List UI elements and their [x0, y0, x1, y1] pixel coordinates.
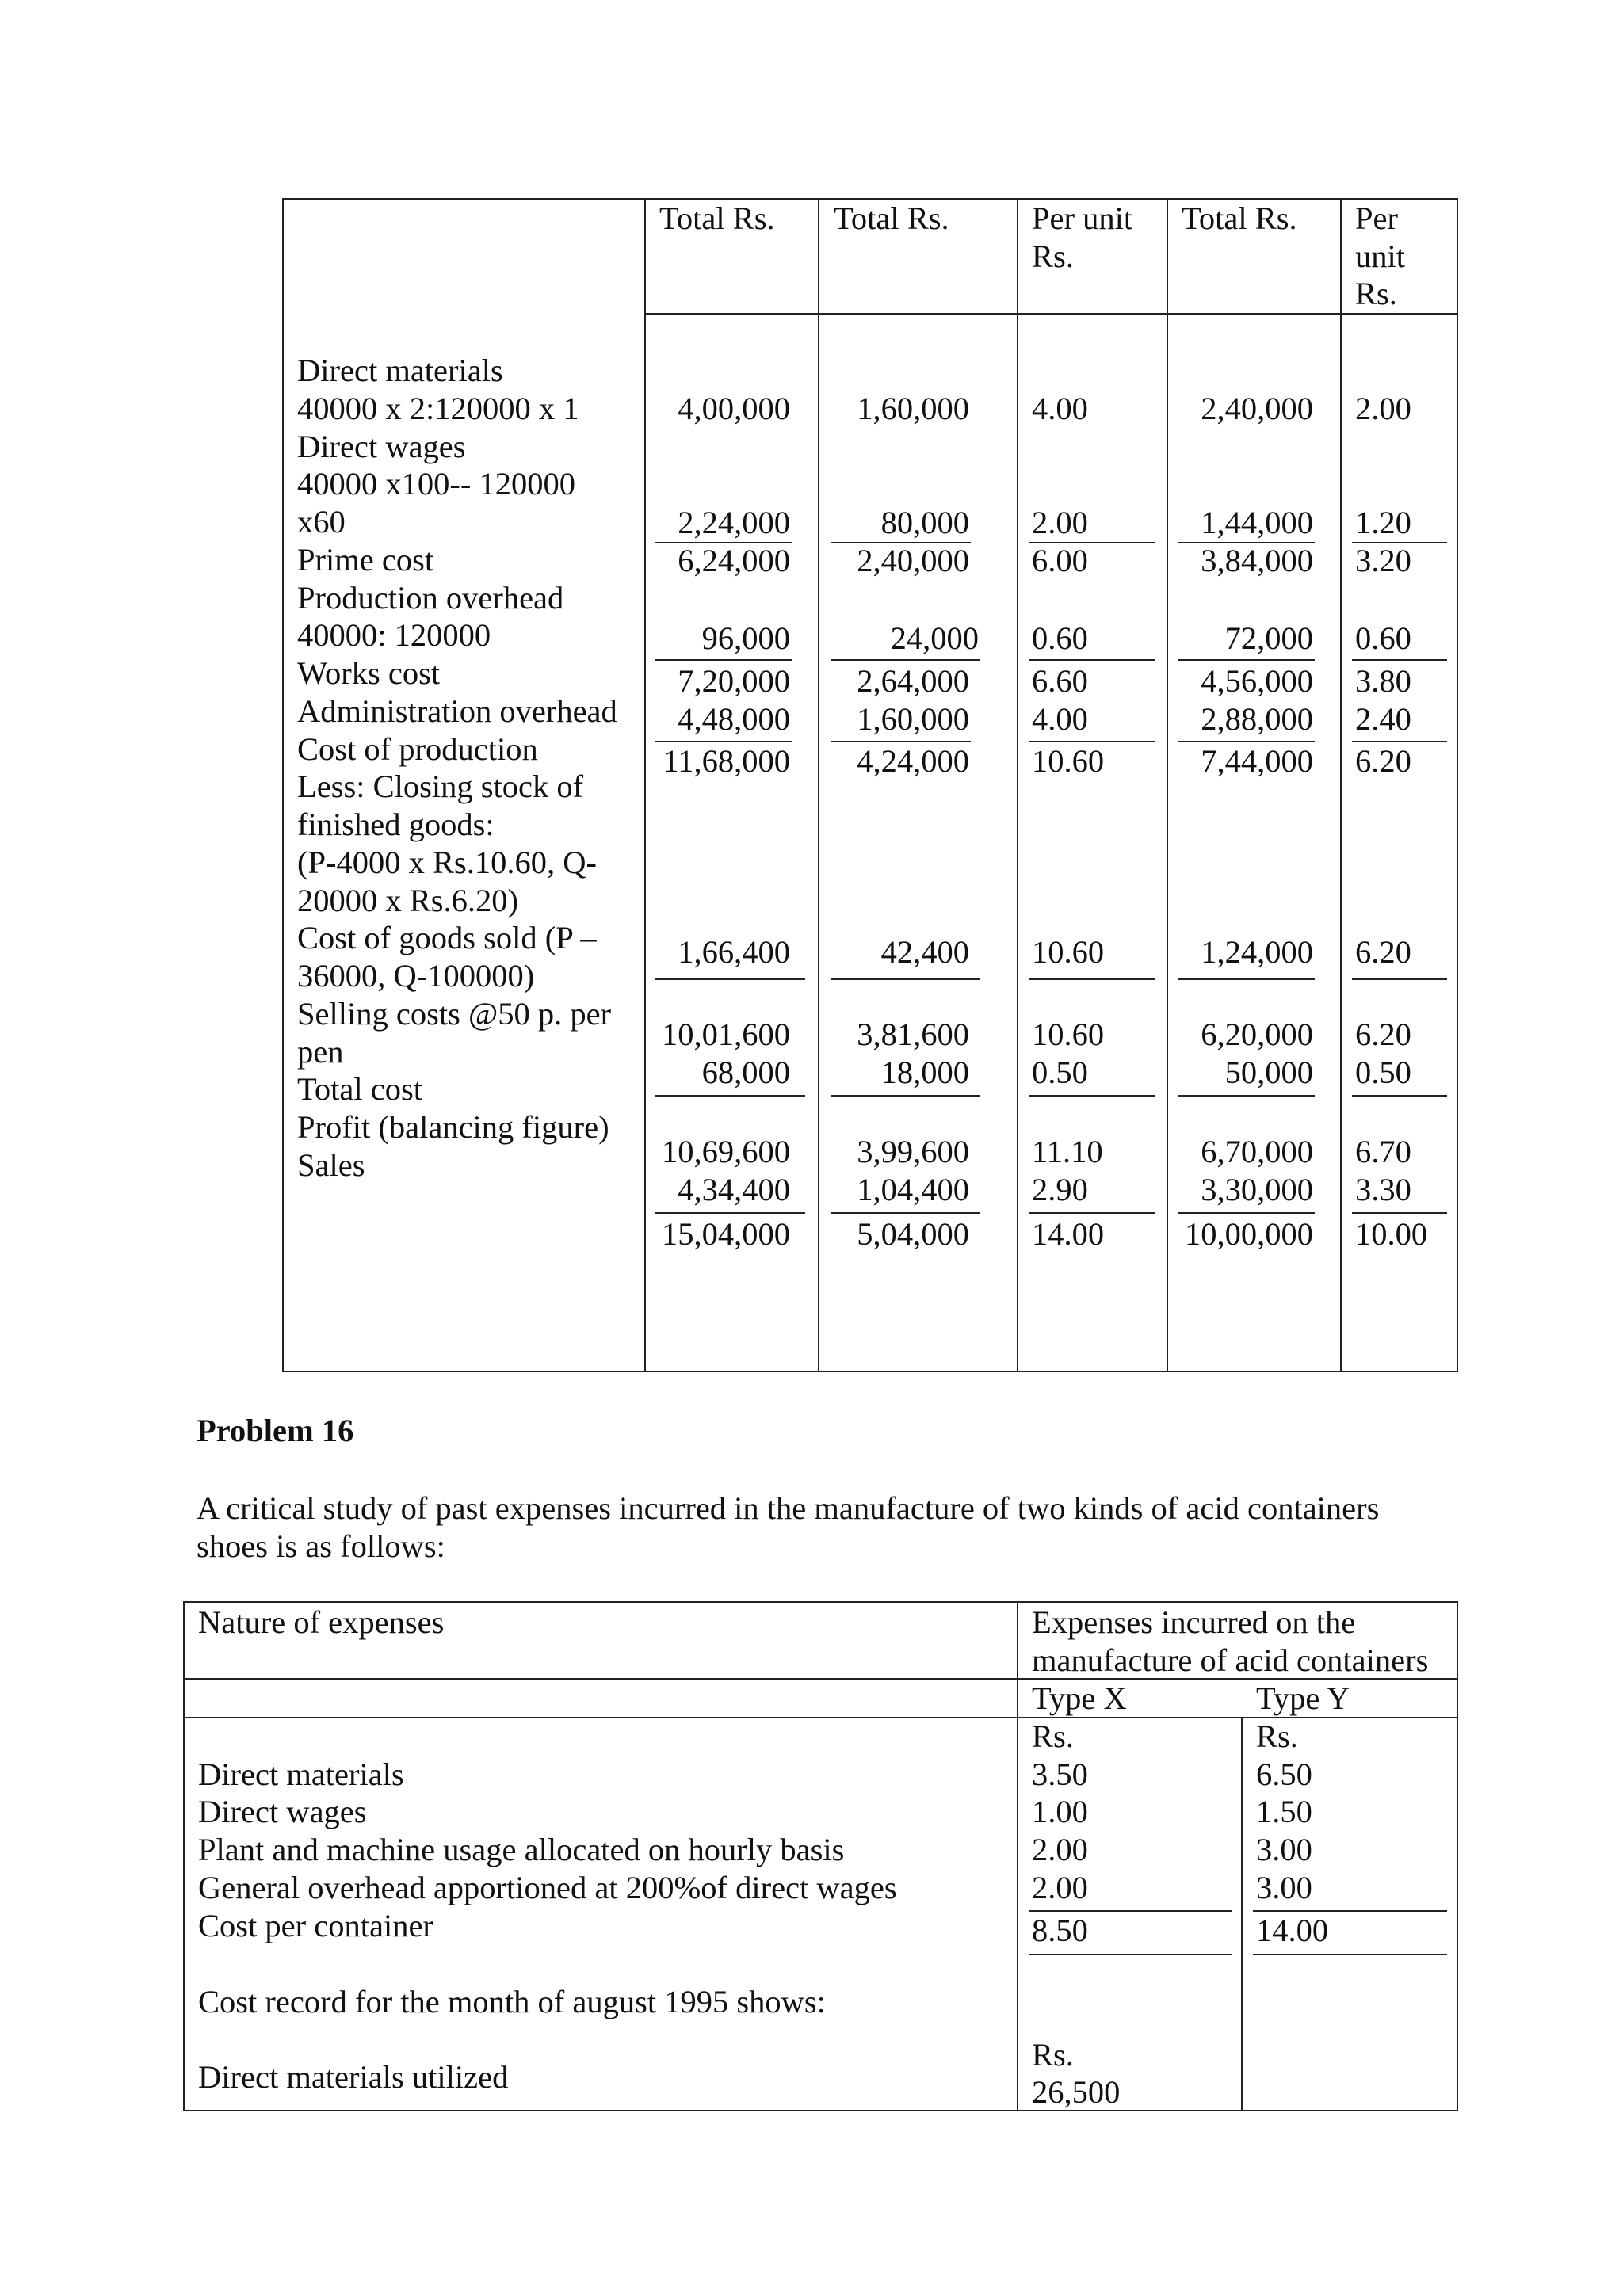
sum-rule	[1029, 659, 1155, 661]
row-label: pen	[297, 1034, 344, 1070]
sum-rule	[655, 978, 805, 980]
value-cell: 4,48,000	[678, 701, 790, 737]
value-cell: 2,40,000	[1201, 391, 1313, 426]
expense-label: Direct materials	[198, 1756, 404, 1792]
value-cell: 6.70	[1355, 1134, 1411, 1169]
value-cell: 4,34,400	[678, 1172, 790, 1207]
sum-rule	[655, 659, 792, 661]
expenses-header-line: Expenses incurred on the	[1032, 1604, 1356, 1640]
table1-col-divider	[644, 198, 646, 1372]
value-cell: 10,00,000	[1185, 1216, 1313, 1252]
expense-label: Plant and machine usage allocated on hourly basis	[198, 1832, 845, 1867]
value-cell: 1,60,000	[857, 391, 969, 426]
expense-x: 1.00	[1032, 1794, 1088, 1829]
sum-rule	[1029, 1954, 1232, 1955]
value-cell: 3.80	[1355, 663, 1411, 699]
value-cell: 6.00	[1032, 543, 1088, 578]
row-label: 40000 x100-- 120000	[297, 466, 575, 502]
value-cell: 6,24,000	[678, 543, 790, 578]
problem-intro-line: A critical study of past expenses incurred in the manufacture of two kinds of acid containers	[197, 1490, 1380, 1526]
problem-title: Problem 16	[197, 1413, 354, 1448]
expense-y: 3.00	[1256, 1832, 1312, 1867]
value-cell: 5,04,000	[857, 1216, 969, 1252]
row-label: finished goods:	[297, 807, 495, 842]
value-cell: 4,00,000	[678, 391, 790, 426]
sum-rule	[1178, 1095, 1315, 1097]
materials-value: 26,500	[1032, 2074, 1121, 2110]
value-cell: 1,24,000	[1201, 934, 1313, 970]
value-cell: 2.00	[1032, 505, 1088, 540]
value-cell: 11.10	[1032, 1134, 1103, 1169]
value-cell: 0.60	[1032, 620, 1088, 656]
value-cell: 0.50	[1032, 1055, 1088, 1090]
value-cell: 4.00	[1032, 391, 1088, 426]
value-cell: 10,69,600	[662, 1134, 790, 1169]
row-label: 36000, Q-100000)	[297, 958, 535, 994]
value-cell: 1,44,000	[1201, 505, 1313, 540]
value-cell: 2,24,000	[678, 505, 790, 540]
expense-label: Direct wages	[198, 1794, 367, 1829]
value-cell: 6.20	[1355, 1016, 1411, 1052]
row-label: Selling costs @50 p. per	[297, 996, 612, 1032]
expense-x: 2.00	[1032, 1870, 1088, 1905]
unit-x: Rs.	[1032, 1718, 1074, 1754]
value-cell: 18,000	[880, 1055, 969, 1090]
value-cell: 3.20	[1355, 543, 1411, 578]
value-cell: 10.60	[1032, 1016, 1105, 1052]
problem-intro-line: shoes is as follows:	[197, 1528, 445, 1564]
value-cell: 14.00	[1032, 1216, 1105, 1252]
expense-y: 3.00	[1256, 1870, 1312, 1905]
value-cell: 3,81,600	[857, 1016, 969, 1052]
sum-rule	[831, 659, 980, 661]
sum-rule	[1029, 978, 1155, 980]
value-cell: 7,20,000	[678, 663, 790, 699]
sum-rule	[1029, 1095, 1155, 1097]
value-cell: 4,56,000	[1201, 663, 1313, 699]
row-label: Cost of goods sold (P –	[297, 920, 597, 955]
row-label: Production overhead	[297, 580, 564, 616]
value-cell: 2.40	[1355, 701, 1411, 737]
table1-header-divider	[644, 313, 1458, 315]
value-cell: 7,44,000	[1201, 743, 1313, 779]
sum-rule	[831, 1095, 980, 1097]
value-cell: 15,04,000	[662, 1216, 790, 1252]
value-cell: 6.20	[1355, 743, 1411, 779]
row-label: 40000: 120000	[297, 617, 491, 653]
value-cell: 0.60	[1355, 620, 1411, 656]
row-label: Sales	[297, 1147, 365, 1183]
value-cell: 96,000	[701, 620, 790, 656]
value-cell: 3.30	[1355, 1172, 1411, 1207]
value-cell: 6.60	[1032, 663, 1088, 699]
header-per-unit-rs-2-line3: Rs.	[1355, 276, 1397, 311]
value-cell: 3,30,000	[1201, 1172, 1313, 1207]
materials-utilized-label: Direct materials utilized	[198, 2059, 509, 2095]
expense-x: 8.50	[1032, 1913, 1088, 1948]
header-per-unit-rs-2-line2: unit	[1355, 238, 1406, 274]
value-cell: 2.00	[1355, 391, 1411, 426]
value-cell: 10,01,600	[662, 1016, 790, 1052]
row-label: 40000 x 2:120000 x 1	[297, 391, 579, 426]
header-per-unit-rs-1-line1: Per unit	[1032, 200, 1133, 236]
type-x-header: Type X	[1032, 1680, 1127, 1716]
expenses-header-line: manufacture of acid containers	[1032, 1642, 1429, 1678]
row-label: Profit (balancing figure)	[297, 1109, 609, 1145]
value-cell: 10.60	[1032, 934, 1105, 970]
value-cell: 24,000	[890, 620, 979, 656]
value-cell: 3,99,600	[857, 1134, 969, 1169]
table2-col-divider	[1241, 1717, 1243, 2111]
expense-y: 6.50	[1256, 1756, 1312, 1792]
value-cell: 1,66,400	[678, 934, 790, 970]
value-cell: 0.50	[1355, 1055, 1411, 1090]
row-label: Works cost	[297, 655, 441, 691]
sum-rule	[1178, 659, 1315, 661]
expense-y: 14.00	[1256, 1913, 1329, 1948]
sum-rule	[831, 978, 980, 980]
type-y-header: Type Y	[1256, 1680, 1350, 1716]
header-total-rs-3: Total Rs.	[1182, 200, 1297, 236]
row-label: Administration overhead	[297, 693, 617, 729]
sum-rule	[1178, 978, 1315, 980]
sum-rule	[1178, 1212, 1315, 1214]
nature-of-expenses-header: Nature of expenses	[198, 1604, 445, 1640]
table1-col-divider	[1017, 198, 1018, 1372]
sum-rule	[1352, 1095, 1447, 1097]
value-cell: 6.20	[1355, 934, 1411, 970]
value-cell: 1,04,400	[857, 1172, 969, 1207]
sum-rule	[1029, 1212, 1155, 1214]
header-total-rs-1: Total Rs.	[659, 200, 775, 236]
row-label: Cost of production	[297, 731, 538, 767]
value-cell: 68,000	[701, 1055, 790, 1090]
row-label: Prime cost	[297, 542, 434, 578]
sum-rule	[1352, 659, 1447, 661]
expense-x: 3.50	[1032, 1756, 1088, 1792]
sum-rule	[831, 1212, 980, 1214]
row-label: (P-4000 x Rs.10.60, Q-	[297, 845, 598, 880]
expense-y: 1.50	[1256, 1794, 1312, 1829]
value-cell: 6,70,000	[1201, 1134, 1313, 1169]
value-cell: 72,000	[1224, 620, 1313, 656]
row-label: Less: Closing stock of	[297, 769, 584, 804]
expense-x: 2.00	[1032, 1832, 1088, 1867]
value-cell: 10.60	[1032, 743, 1105, 779]
value-cell: 42,400	[880, 934, 969, 970]
expense-label: General overhead apportioned at 200%of direct wages	[198, 1870, 897, 1905]
value-cell: 50,000	[1224, 1055, 1313, 1090]
value-cell: 4,24,000	[857, 743, 969, 779]
expense-label: Cost per container	[198, 1908, 433, 1943]
table1-col-divider	[1167, 198, 1168, 1372]
value-cell: 2,88,000	[1201, 701, 1313, 737]
materials-unit: Rs.	[1032, 2037, 1074, 2073]
row-label: Total cost	[297, 1071, 423, 1107]
row-label: 20000 x Rs.6.20)	[297, 883, 519, 918]
value-cell: 11,68,000	[663, 743, 790, 779]
header-per-unit-rs-2-line1: Per	[1355, 200, 1398, 236]
value-cell: 3,84,000	[1201, 543, 1313, 578]
sum-rule	[1253, 1954, 1447, 1955]
header-total-rs-2: Total Rs.	[834, 200, 949, 236]
table1-col-divider	[818, 198, 819, 1372]
value-cell: 6,20,000	[1201, 1016, 1313, 1052]
cost-record-line: Cost record for the month of august 1995 shows:	[198, 1984, 826, 2019]
sum-rule	[655, 1095, 805, 1097]
value-cell: 4.00	[1032, 701, 1088, 737]
value-cell: 1,60,000	[857, 701, 969, 737]
value-cell: 2,64,000	[857, 663, 969, 699]
sum-rule	[1352, 978, 1447, 980]
value-cell: 10.00	[1355, 1216, 1428, 1252]
row-label: Direct wages	[297, 429, 466, 464]
row-label: x60	[297, 504, 346, 540]
row-label: Direct materials	[297, 353, 503, 388]
value-cell: 1.20	[1355, 505, 1411, 540]
value-cell: 2.90	[1032, 1172, 1088, 1207]
header-per-unit-rs-1-line2: Rs.	[1032, 238, 1074, 274]
sum-rule	[655, 1212, 805, 1214]
sum-rule	[1352, 1212, 1447, 1214]
value-cell: 2,40,000	[857, 543, 969, 578]
value-cell: 80,000	[880, 505, 969, 540]
unit-y: Rs.	[1256, 1718, 1298, 1754]
table1-col-divider	[1340, 198, 1342, 1372]
